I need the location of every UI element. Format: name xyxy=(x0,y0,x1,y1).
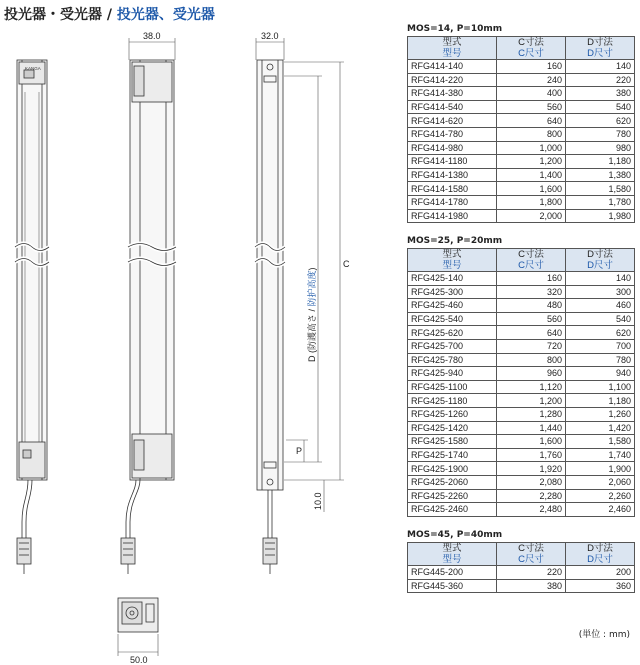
table-row xyxy=(408,339,635,353)
model-cell: RFG414-220 xyxy=(408,73,497,87)
d-value-cell: 2,460 xyxy=(566,503,635,517)
d-value-cell: 200 xyxy=(566,566,635,580)
d-value-cell: 1,900 xyxy=(566,462,635,476)
c-value-cell: 720 xyxy=(497,339,566,353)
table-row xyxy=(408,73,635,87)
table-row xyxy=(408,380,635,394)
model-cell: RFG414-1980 xyxy=(408,209,497,223)
d-value-cell: 940 xyxy=(566,367,635,381)
d-value-cell: 540 xyxy=(566,312,635,326)
table-heading-mos25: MOS=25, P=20mm xyxy=(407,236,503,246)
table-row xyxy=(408,155,635,169)
model-cell: RFG425-300 xyxy=(408,285,497,299)
table-row xyxy=(408,579,635,593)
table-row xyxy=(408,87,635,101)
d-value-cell: 140 xyxy=(566,272,635,286)
table-row xyxy=(408,489,635,503)
table-row xyxy=(408,168,635,182)
model-cell: RFG425-460 xyxy=(408,299,497,313)
title-japanese: 投光器・受光器 / xyxy=(4,7,112,23)
model-cell: RFG414-1580 xyxy=(408,182,497,196)
model-cell: RFG414-140 xyxy=(408,60,497,74)
header-c: C寸法 C尺寸 xyxy=(497,249,566,272)
dim-bottom: 50.0 xyxy=(130,655,148,665)
d-value-cell: 540 xyxy=(566,100,635,114)
dim-d-label xyxy=(306,267,317,362)
c-value-cell: 560 xyxy=(497,100,566,114)
d-value-cell: 140 xyxy=(566,60,635,74)
header-model: 型式 型号 xyxy=(408,543,497,566)
table-row xyxy=(408,285,635,299)
c-value-cell: 2,000 xyxy=(497,209,566,223)
d-value-cell: 1,100 xyxy=(566,380,635,394)
header-d: D寸法 D尺寸 xyxy=(566,37,635,60)
table-row xyxy=(408,312,635,326)
model-cell: RFG414-780 xyxy=(408,127,497,141)
d-value-cell: 1,420 xyxy=(566,421,635,435)
d-value-cell: 1,260 xyxy=(566,407,635,421)
header-d: D寸法 D尺寸 xyxy=(566,249,635,272)
model-cell: RFG425-780 xyxy=(408,353,497,367)
model-cell: RFG425-1260 xyxy=(408,407,497,421)
model-cell: RFG425-1580 xyxy=(408,435,497,449)
d-value-cell: 780 xyxy=(566,353,635,367)
c-value-cell: 2,080 xyxy=(497,475,566,489)
d-value-cell: 1,380 xyxy=(566,168,635,182)
model-cell: RFG425-540 xyxy=(408,312,497,326)
c-value-cell: 1,600 xyxy=(497,182,566,196)
d-value-cell: 2,260 xyxy=(566,489,635,503)
table-row xyxy=(408,141,635,155)
d-value-cell: 1,740 xyxy=(566,448,635,462)
side-view xyxy=(255,60,285,574)
model-cell: RFG414-380 xyxy=(408,87,497,101)
c-value-cell: 800 xyxy=(497,353,566,367)
d-value-cell: 620 xyxy=(566,114,635,128)
d-value-cell: 1,180 xyxy=(566,394,635,408)
header-c: C寸法 C尺寸 xyxy=(497,37,566,60)
c-value-cell: 640 xyxy=(497,326,566,340)
c-value-cell: 160 xyxy=(497,272,566,286)
table-row xyxy=(408,367,635,381)
c-value-cell: 800 xyxy=(497,127,566,141)
table-row xyxy=(408,448,635,462)
header-d: D寸法 D尺寸 xyxy=(566,543,635,566)
model-cell: RFG414-1380 xyxy=(408,168,497,182)
header-model: 型式 型号 xyxy=(408,37,497,60)
d-value-cell: 380 xyxy=(566,87,635,101)
c-value-cell: 1,920 xyxy=(497,462,566,476)
d-value-cell: 1,180 xyxy=(566,155,635,169)
model-cell: RFG445-200 xyxy=(408,566,497,580)
table-row xyxy=(408,272,635,286)
d-value-cell: 300 xyxy=(566,285,635,299)
table-header-row xyxy=(408,37,635,60)
spec-table-mos14 xyxy=(407,36,635,223)
model-cell: RFG425-140 xyxy=(408,272,497,286)
unit-note: (単位 : mm) xyxy=(578,630,630,640)
model-cell: RFG425-1900 xyxy=(408,462,497,476)
bottom-view xyxy=(118,598,158,632)
model-cell: RFG425-2260 xyxy=(408,489,497,503)
c-value-cell: 1,760 xyxy=(497,448,566,462)
c-value-cell: 380 xyxy=(497,579,566,593)
d-value-cell: 1,580 xyxy=(566,435,635,449)
d-value-cell: 2,060 xyxy=(566,475,635,489)
table-row xyxy=(408,394,635,408)
model-cell: RFG414-980 xyxy=(408,141,497,155)
d-value-cell: 1,580 xyxy=(566,182,635,196)
table-row xyxy=(408,209,635,223)
table-row xyxy=(408,114,635,128)
table-row xyxy=(408,127,635,141)
table-heading-mos14: MOS=14, P=10mm xyxy=(407,24,503,34)
c-value-cell: 160 xyxy=(497,60,566,74)
model-cell: RFG425-1100 xyxy=(408,380,497,394)
dim-10: 10.0 xyxy=(313,492,323,510)
table-row xyxy=(408,503,635,517)
d-value-cell: 360 xyxy=(566,579,635,593)
header-c: C寸法 C尺寸 xyxy=(497,543,566,566)
c-value-cell: 1,800 xyxy=(497,195,566,209)
c-value-cell: 480 xyxy=(497,299,566,313)
dim-c: C xyxy=(343,259,350,269)
model-cell: RFG445-360 xyxy=(408,579,497,593)
d-value-cell: 460 xyxy=(566,299,635,313)
table-row xyxy=(408,462,635,476)
svg-text:D (防護高さ / 防护高度): D (防護高さ / 防护高度) xyxy=(307,267,317,362)
table-row xyxy=(408,353,635,367)
header-model: 型式 型号 xyxy=(408,249,497,272)
spec-table-mos45 xyxy=(407,542,635,593)
table-row xyxy=(408,407,635,421)
table-row xyxy=(408,60,635,74)
c-value-cell: 2,480 xyxy=(497,503,566,517)
d-value-cell: 620 xyxy=(566,326,635,340)
table-row xyxy=(408,475,635,489)
model-cell: RFG425-620 xyxy=(408,326,497,340)
d-value-cell: 1,780 xyxy=(566,195,635,209)
table-header-row xyxy=(408,543,635,566)
d-value-cell: 980 xyxy=(566,141,635,155)
c-value-cell: 960 xyxy=(497,367,566,381)
model-cell: RFG414-1180 xyxy=(408,155,497,169)
receiver-view xyxy=(121,60,176,574)
table-row xyxy=(408,421,635,435)
c-value-cell: 1,400 xyxy=(497,168,566,182)
page-title xyxy=(4,4,215,24)
table-header-row xyxy=(408,249,635,272)
c-value-cell: 1,200 xyxy=(497,155,566,169)
c-value-cell: 1,600 xyxy=(497,435,566,449)
table-row xyxy=(408,326,635,340)
model-cell: RFG425-2460 xyxy=(408,503,497,517)
table-row xyxy=(408,435,635,449)
dim-width-side: 32.0 xyxy=(261,31,279,41)
dim-p: P xyxy=(296,446,303,456)
d-value-cell: 780 xyxy=(566,127,635,141)
d-value-cell: 700 xyxy=(566,339,635,353)
title-chinese: 投光器、受光器 xyxy=(116,7,215,23)
c-value-cell: 1,120 xyxy=(497,380,566,394)
table-row xyxy=(408,182,635,196)
c-value-cell: 1,280 xyxy=(497,407,566,421)
table-row xyxy=(408,566,635,580)
c-value-cell: 560 xyxy=(497,312,566,326)
spec-table-mos25 xyxy=(407,248,635,517)
c-value-cell: 320 xyxy=(497,285,566,299)
table-row xyxy=(408,195,635,209)
dim-width-front: 38.0 xyxy=(143,31,161,41)
model-cell: RFG425-1740 xyxy=(408,448,497,462)
c-value-cell: 1,200 xyxy=(497,394,566,408)
model-cell: RFG425-700 xyxy=(408,339,497,353)
sensor-logo: KANGA xyxy=(25,66,41,71)
c-value-cell: 220 xyxy=(497,566,566,580)
c-value-cell: 640 xyxy=(497,114,566,128)
model-cell: RFG414-1780 xyxy=(408,195,497,209)
c-value-cell: 400 xyxy=(497,87,566,101)
model-cell: RFG425-940 xyxy=(408,367,497,381)
model-cell: RFG425-1180 xyxy=(408,394,497,408)
c-value-cell: 2,280 xyxy=(497,489,566,503)
model-cell: RFG425-1420 xyxy=(408,421,497,435)
d-value-cell: 1,980 xyxy=(566,209,635,223)
table-row xyxy=(408,299,635,313)
model-cell: RFG414-620 xyxy=(408,114,497,128)
table-heading-mos45: MOS=45, P=40mm xyxy=(407,530,503,540)
table-row xyxy=(408,100,635,114)
c-value-cell: 240 xyxy=(497,73,566,87)
c-value-cell: 1,440 xyxy=(497,421,566,435)
c-value-cell: 1,000 xyxy=(497,141,566,155)
model-cell: RFG425-2060 xyxy=(408,475,497,489)
d-value-cell: 220 xyxy=(566,73,635,87)
front-view xyxy=(15,60,49,574)
model-cell: RFG414-540 xyxy=(408,100,497,114)
dimension-drawing xyxy=(0,22,405,665)
